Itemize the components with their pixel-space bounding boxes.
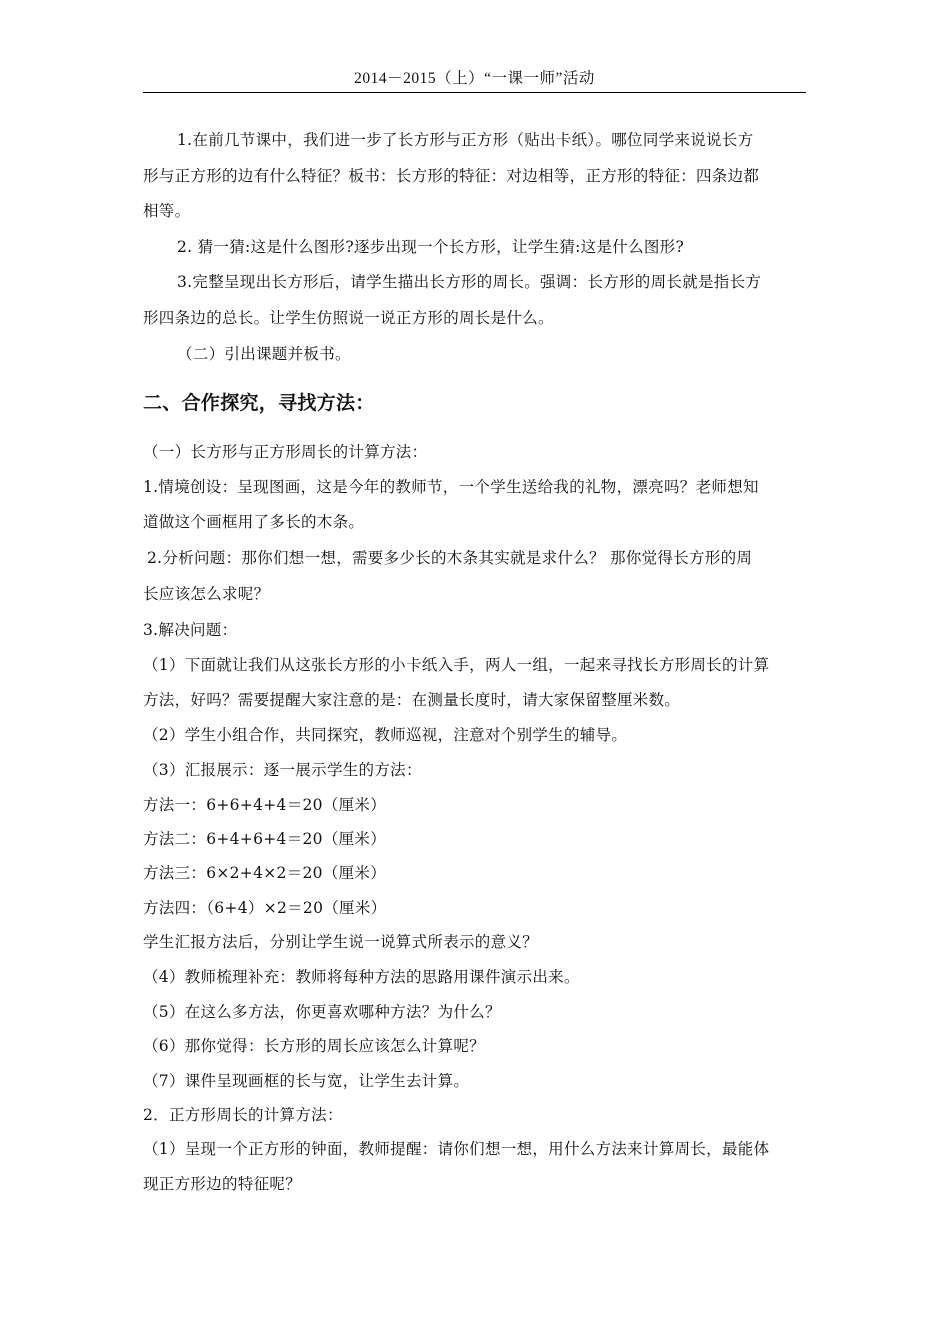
paragraph-line: （1）下面就让我们从这张长方形的小卡纸入手，两人一组，一起来寻找长方形周长的计算 [143, 656, 770, 674]
paragraph-line: 1.情境创设：呈现图画，这是今年的教师节，一个学生送给我的礼物，漂亮吗？老师想知 [143, 478, 759, 496]
method-line: 方法三：6×2+4×2＝20（厘米） [143, 864, 387, 882]
paragraph-line: （6）那你觉得：长方形的周长应该怎么计算呢？ [143, 1037, 485, 1055]
subsection-title: （一）长方形与正方形周长的计算方法： [143, 443, 428, 461]
method-line: 方法一：6+6+4+4＝20（厘米） [143, 796, 387, 814]
paragraph-line: 2.分析问题：那你们想一想，需要多少长的木条其实就是求什么？ 那你觉得长方形的周 [147, 549, 753, 567]
method-line: 方法二：6+4+6+4＝20（厘米） [143, 830, 387, 848]
paragraph-line: 长应该怎么求呢？ [143, 585, 270, 603]
paragraph-line: 3.完整呈现出长方形后，请学生描出长方形的周长。强调：长方形的周长就是指长方 [177, 273, 762, 291]
paragraph-line: 方法，好吗？需要提醒大家注意的是：在测量长度时，请大家保留整厘米数。 [143, 691, 681, 709]
paragraph-line: （二）引出课题并板书。 [177, 345, 351, 363]
paragraph-line: （3）汇报展示：逐一展示学生的方法： [143, 761, 422, 779]
section-heading: 二、合作探究，寻找方法： [143, 392, 375, 414]
paragraph-line: 学生汇报方法后，分别让学生说一说算式所表示的意义？ [143, 933, 539, 951]
paragraph-line: 2. 猜一猜:这是什么图形?逐步出现一个长方形，让学生猜:这是什么图形? [177, 238, 685, 256]
paragraph-line: 3.解决问题： [143, 621, 238, 639]
paragraph-line: 相等。 [143, 202, 191, 220]
paragraph-line: （2）学生小组合作，共同探究，教师巡视，注意对个别学生的辅导。 [143, 726, 628, 744]
subsection-title: 2．正方形周长的计算方法： [143, 1106, 343, 1124]
paragraph-line: （4）教师梳理补充：教师将每种方法的思路用课件演示出来。 [143, 968, 580, 986]
page-header: 2014－2015（上）“一课一师”活动 [354, 70, 595, 87]
paragraph-line: 1.在前几节课中，我们进一步了长方形与正方形（贴出卡纸）。哪位同学来说说长方 [177, 131, 754, 149]
paragraph-line: 形与正方形的边有什么特征？板书：长方形的特征：对边相等，正方形的特征：四条边都 [143, 167, 760, 185]
paragraph-line: 形四条边的总长。让学生仿照说一说正方形的周长是什么。 [143, 309, 554, 327]
paragraph-line: （7）课件呈现画框的长与宽，让学生去计算。 [143, 1072, 470, 1090]
header-rule [143, 92, 806, 93]
paragraph-line: （5）在这么多方法，你更喜欢哪种方法？为什么？ [143, 1003, 501, 1021]
paragraph-line: （1）呈现一个正方形的钟面，教师提醒：请你们想一想，用什么方法来计算周长，最能体 [143, 1140, 770, 1158]
paragraph-line: 现正方形边的特征呢？ [143, 1175, 302, 1193]
method-line: 方法四：（6+4）×2＝20（厘米） [143, 899, 387, 917]
paragraph-line: 道做这个画框用了多长的木条。 [143, 513, 365, 531]
